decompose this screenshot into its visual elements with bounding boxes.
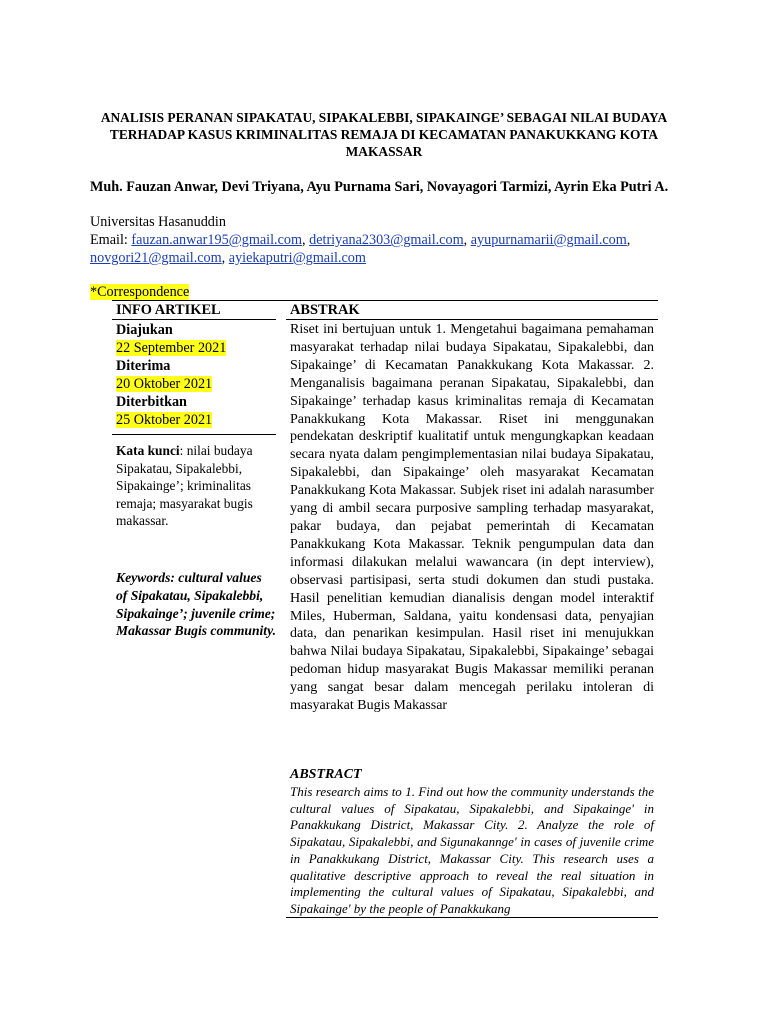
email-link[interactable]: ayupurnamarii@gmail.com: [470, 232, 627, 248]
abstract-heading: ABSTRACT: [290, 767, 362, 782]
published-date: 25 Oktober 2021: [116, 412, 213, 428]
email-link[interactable]: ayiekaputri@gmail.com: [228, 250, 366, 266]
header-rule-right: [286, 319, 658, 320]
accepted-label: Diterima: [116, 358, 171, 374]
keywords-en: Keywords: cultural values of Sipakatau, Sipakalebbi, Sipakainge’; juvenile crime; Makassar Bugis community.: [116, 570, 277, 639]
published-label: Diterbitkan: [116, 394, 187, 410]
header-rule-left: [112, 319, 276, 320]
email-label: Email:: [90, 232, 128, 248]
affiliation: Universitas Hasanuddin: [90, 214, 226, 230]
article-title: ANALISIS PERANAN SIPAKATAU, SIPAKALEBBI, SIPAKAINGE’ SEBAGAI NILAI BUDAYA TERHADAP KASUS KRIMINALITAS REMAJA DI KECAMATAN PANAKUKKANG KOTA MAKASSAR: [100, 110, 668, 159]
email-link[interactable]: novgori21@gmail.com: [90, 250, 222, 266]
correspondence-label: *Correspondence: [90, 284, 190, 300]
accepted-date: 20 Oktober 2021: [116, 376, 213, 392]
submitted-date: 22 September 2021: [116, 340, 227, 356]
kata-kunci-label: Kata kunci: [116, 443, 180, 458]
abstrak-text: Riset ini bertujuan untuk 1. Mengetahui bagaimana pemahaman masyarakat terhadap nilai budaya Sipakatau, Sipakalebbi, dan Sipakainge’ di Kecamatan Panakkukang Kota Makassar. 2. Menganalisis bagaimana peranan Sipakatau, Sipakalebbi, dan Sipakainge’ terhadap kasus kriminalitas remaja di Kecamatan Panakkukang Kota Makassar. Riset ini menggunakan pendekatan deskriptif kualitatif untuk mengungkapkan keadaan secara nyata dalam pengimplementasian nilai budaya Sipakatau, Sipakalebbi, dan Sipakainge’ oleh masyarakat Kecamatan Panakkukang Kota Makassar. Subjek riset ini adalah narasumber yang di ambil secara purposive sampling terhadap masyarakat, pakar budaya, dan pejabat pemerintah di Kecamatan Panakkukang Kota Makassar. Teknik pengumpulan data dan informasi dilakukan melalui wawancara (in dept interview), observasi partisipasi, serta studi dokumen dan studi pustaka. Hasil penelitian kemudian dianalisis dengan model interaktif Miles, Huberman, Saldana, yaitu kondensasi data, penyajian data, dan penarikan kesimpulan. Hasil riset ini menujukkan bahwa Nilai budaya Sipakatau, Sipakalebbi, Sipakainge’ sebagai pedoman hidup masyarakat Bugis Makassar memiliki peranan yang sangat besar dalam mencegah perilaku intoleran di masyarakat Bugis Makassar: [290, 322, 654, 714]
dates-bottom-rule: [112, 434, 276, 435]
correspondence-note: [90, 283, 189, 301]
author-list: Muh. Fauzan Anwar, Devi Triyana, Ayu Purnama Sari, Novayagori Tarmizi, Ayrin Eka Putri A.: [90, 179, 669, 195]
email-link[interactable]: detriyana2303@gmail.com: [309, 232, 464, 248]
article-dates: [116, 321, 276, 429]
kata-kunci-text: : nilai budaya Sipakatau, Sipakalebbi, Sipakainge’; kriminalitas remaja; masyarakat bugis makassar.: [116, 443, 253, 529]
abstrak-heading: ABSTRAK: [290, 302, 360, 318]
info-artikel-heading: INFO ARTIKEL: [116, 302, 221, 318]
kata-kunci: [116, 442, 274, 530]
abstract-text: This research aims to 1. Find out how the community understands the cultural values of Sipakatau, Sipakalebbi, and Sipakainge' in Panakkukang District, Makassar City. 2. Analyze the role of Sipakatau, Sipakalebbi, and Sigunakannge' in cases of juvenile crime in Panakkukang District, Makassar City. This research uses a qualitative descriptive approach to reveal the real situation in implementing the cultural values of Sipakatau, Sipakalebbi, and Sipakainge' by the people of Panakkukang: [290, 784, 654, 916]
email-link[interactable]: fauzan.anwar195@gmail.com: [131, 232, 303, 248]
submitted-label: Diajukan: [116, 322, 173, 338]
email-line: Email: fauzan.anwar195@gmail.com, detriyana2303@gmail.com, ayupurnamarii@gmail.com, novgori21@gmail.com, ayiekaputri@gmail.com: [90, 232, 631, 266]
